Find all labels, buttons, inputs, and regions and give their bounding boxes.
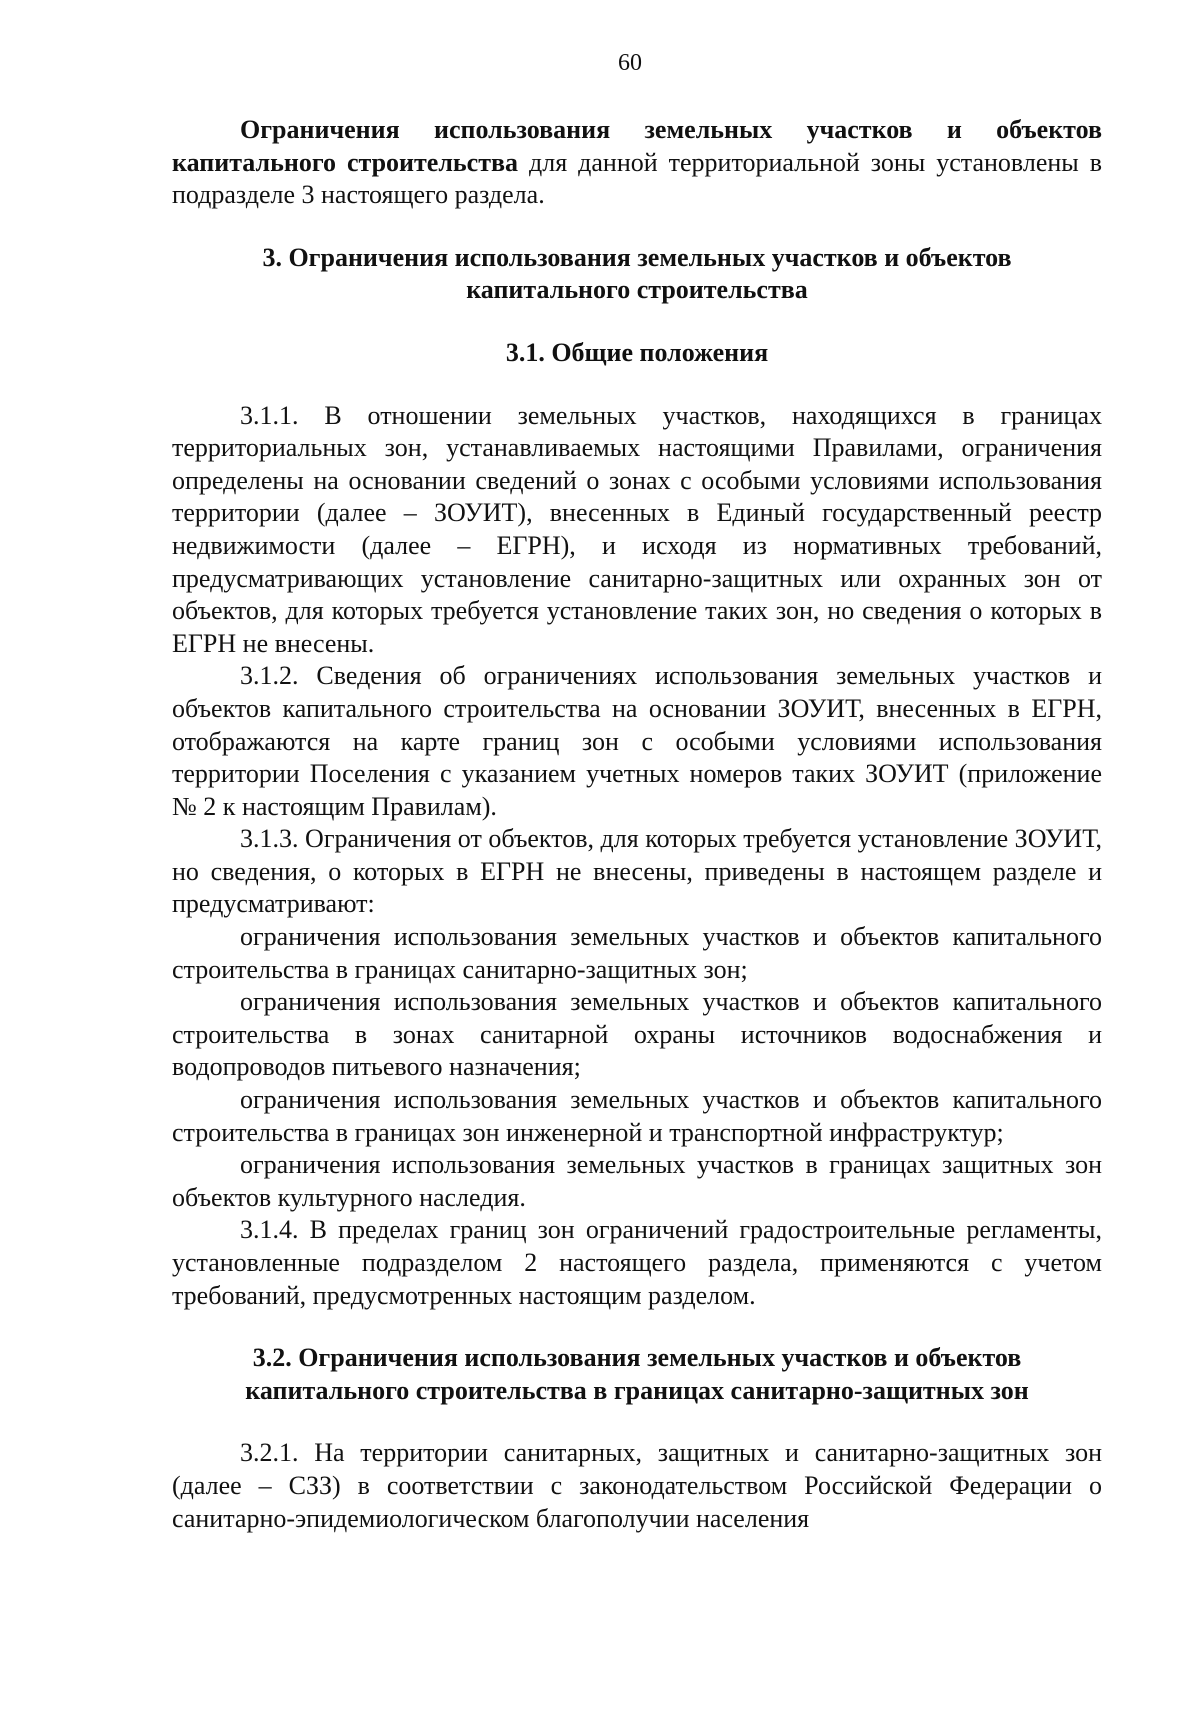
section-3-2-heading-line2: капитального строительства в границах санитарно-защитных зон xyxy=(245,1375,1029,1405)
section-3-heading xyxy=(172,242,1102,307)
list-item: ограничения использования земельных участков в границах защитных зон объектов культурного наследия. xyxy=(172,1150,1102,1212)
section-3-heading-line1: 3. Ограничения использования земельных участков и объектов xyxy=(262,242,1012,272)
intro-rest-text: для данной территориальной зоны установлены в подразделе 3 настоящего раздела. xyxy=(172,147,1102,210)
list-item: ограничения использования земельных участков и объектов капитального строительства в границах санитарно-защитных зон; xyxy=(172,922,1102,984)
intro-bold-text: Ограничения использования земельных участков и объектов капитального строительства xyxy=(172,115,1102,177)
page-number: 60 xyxy=(618,50,642,76)
section-3-2-heading xyxy=(172,1342,1102,1407)
list-item: ограничения использования земельных участков и объектов капитального строительства в границах зон инженерной и транспортной инфраструктур; xyxy=(172,1085,1102,1147)
intro-paragraph xyxy=(172,114,1102,212)
paragraph-3-1-4: 3.1.4. В пределах границ зон ограничений градостроительные регламенты, установленные подразделом 2 настоящего раздела, применяются с учетом требований, предусмотренных настоящим разделом. xyxy=(172,1215,1102,1310)
list-item: ограничения использования земельных участков и объектов капитального строительства в зонах санитарной охраны источников водоснабжения и водопроводов питьевого назначения; xyxy=(172,987,1102,1082)
section-3-2-heading-line1: 3.2. Ограничения использования земельных участков и объектов xyxy=(252,1343,1022,1373)
paragraph-3-1-2: 3.1.2. Сведения об ограничениях использования земельных участков и объектов капитального строительства на основании ЗОУИТ, внесенных в ЕГРН, отображаются на карте границ зон с особыми условиями использования территории Поселения с указанием учетных номеров таких ЗОУИТ (приложение № 2 к настоящим Правилам). xyxy=(172,661,1102,821)
section-3-heading-line2: капитального строительства xyxy=(466,275,808,305)
paragraph-3-1-3: 3.1.3. Ограничения от объектов, для которых требуется установление ЗОУИТ, но сведения, о которых в ЕГРН не внесены, приведены в настоящем разделе и предусматривают: xyxy=(172,824,1102,919)
paragraph-3-1-1: 3.1.1. В отношении земельных участков, находящихся в границах территориальных зон, устанавливаемых настоящими Правилами, ограничения определены на основании сведений о зонах с особыми условиями использования территории (далее – ЗОУИТ), внесенных в Единый государственный реестр недвижимости (далее – ЕГРН), и исходя из нормативных требований, предусматривающих установление санитарно-защитных или охранных зон от объектов, для которых требуется установление таких зон, но сведения о которых в ЕГРН не внесены. xyxy=(172,400,1102,658)
paragraph-3-2-1: 3.2.1. На территории санитарных, защитных и санитарно-защитных зон (далее – СЗЗ) в соответствии с законодательством Российской Федерации о санитарно-эпидемиологическом благополучии населения xyxy=(172,1438,1102,1533)
section-3-1-heading: 3.1. Общие положения xyxy=(505,337,769,367)
document-body xyxy=(172,114,1102,1535)
